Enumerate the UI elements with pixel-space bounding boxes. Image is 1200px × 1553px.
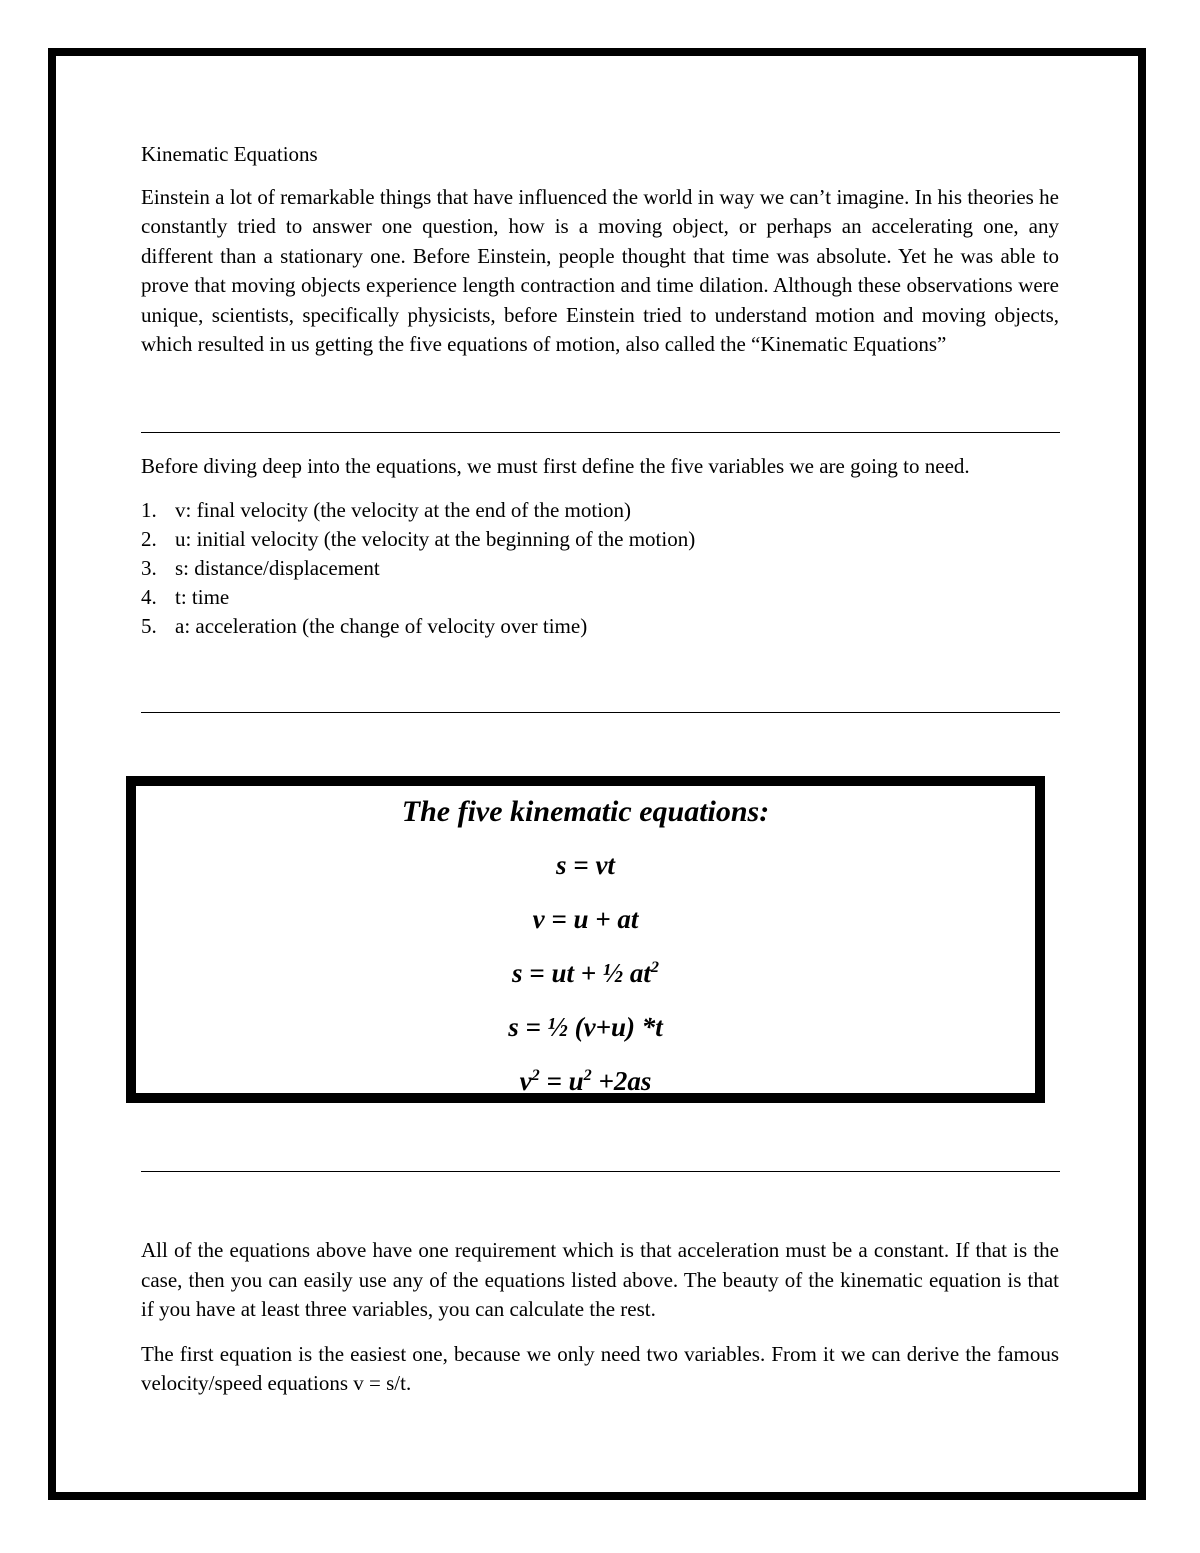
document-title: Kinematic Equations: [141, 142, 318, 166]
divider-1: [141, 432, 1060, 433]
list-item-text: a: acceleration (the change of velocity over time): [175, 613, 588, 638]
equations-list: [136, 838, 1035, 1108]
list-item: [141, 612, 1059, 641]
divider-3: [141, 1171, 1060, 1172]
list-item: [141, 583, 1059, 612]
list-item-text: t: time: [175, 584, 230, 609]
variables-list: [141, 496, 1059, 641]
list-item-text: u: initial velocity (the velocity at the beginning of the motion): [175, 526, 696, 551]
equations-box: [126, 776, 1045, 1103]
list-item-number: 2.: [141, 526, 157, 551]
list-item-number: 4.: [141, 584, 157, 609]
divider-2: [141, 712, 1060, 713]
equation-1: s = vt: [556, 850, 615, 880]
list-item-number: 1.: [141, 497, 157, 522]
closing-section: [141, 1236, 1059, 1399]
list-item: [141, 554, 1059, 583]
equation-2: v = u + at: [532, 904, 639, 934]
intro-section: [141, 140, 1059, 360]
list-item: [141, 496, 1059, 525]
intro-paragraph: Einstein a lot of remarkable things that have influenced the world in way we can’t imagine. In his theories he constantly tried to answer one question, how is a moving object, or perhaps an accelerating one, any different than a stationary one. Before Einstein, people thought that time was absolute. Yet he was able to prove that moving objects experience length contraction and time dilation. Although these observations were unique, scientists, specifically physicists, before Einstein tried to understand motion and moving objects, which resulted in us getting the five equations of motion, also called the “Kinematic Equations”: [141, 184, 1059, 356]
equation-3: s = ut + ½ $at^2$: [512, 958, 659, 988]
list-item-text: v: final velocity (the velocity at the end of the motion): [175, 497, 632, 522]
equations-heading: The five kinematic equations:: [401, 795, 770, 828]
equation-4: s = ½ (v+u) *t: [508, 1012, 663, 1042]
first-equation-paragraph: The first equation is the easiest one, because we only need two variables. From it we can derive the famous velocity/speed equations v = s/t.: [141, 1341, 1059, 1395]
variables-section: [141, 452, 1059, 641]
equation-5: $v^2 = u^2 +2as$: [519, 1066, 652, 1096]
list-item: [141, 525, 1059, 554]
list-item-number: 3.: [141, 555, 157, 580]
variables-intro: Before diving deep into the equations, we must first define the five variables we are going to need.: [141, 454, 970, 478]
list-item-text: s: distance/displacement: [175, 555, 380, 580]
list-item-number: 5.: [141, 613, 157, 638]
requirement-paragraph: All of the equations above have one requirement which is that acceleration must be a constant. If that is the case, then you can easily use any of the equations listed above. The beauty of the kinematic equation is that if you have at least three variables, you can calculate the rest.: [141, 1238, 1059, 1321]
